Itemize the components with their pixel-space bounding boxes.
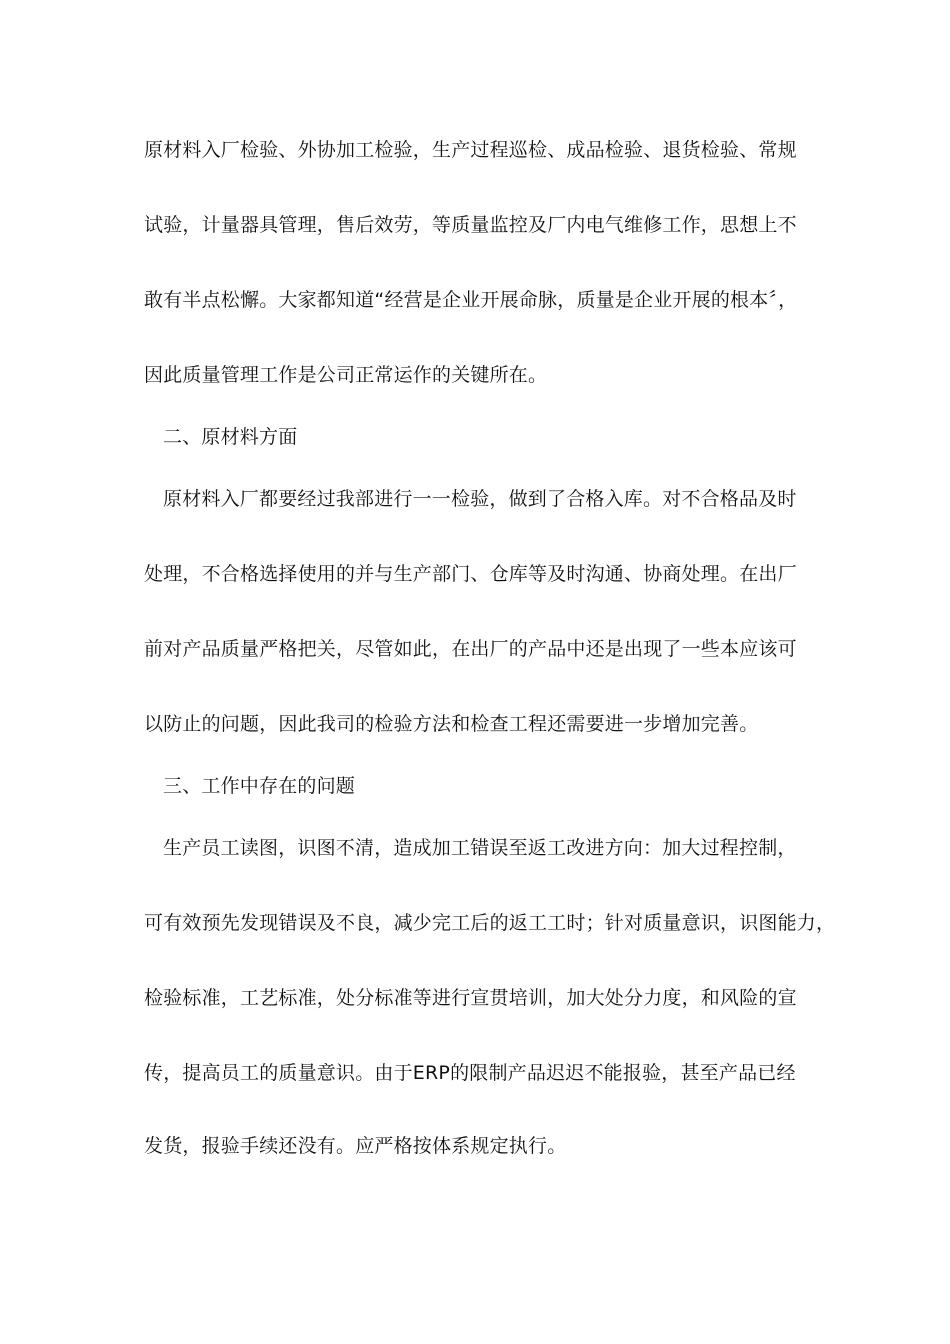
paragraph-line-4: 因此质量管理工作是公司正常运作的关键所在。 <box>144 364 548 386</box>
paragraph-line-7: 处理，不合格选择使用的并与生产部门、仓库等及时沟通、协商处理。在出厂 <box>144 563 797 585</box>
paragraph-line-8: 前对产品质量严格把关，尽管如此，在出厂的产品中还是出现了一些本应该可 <box>144 638 797 660</box>
paragraph-line-11: 生产员工读图，识图不清，造成加工错误至返工改进方向：加大过程控制， <box>163 837 797 859</box>
paragraph-line-6: 原材料入厂都要经过我部进行一一检验，做到了合格入库。对不合格品及时 <box>163 488 797 510</box>
paragraph-line-3: 敢有半点松懈。大家都知道“经营是企业开展命脉，质量是企业开展的根本〞， <box>144 289 798 311</box>
paragraph-line-12: 可有效预先发现错误及不良，减少完工后的返工工时；针对质量意识，识图能力， <box>144 912 836 934</box>
paragraph-line-9: 以防止的问题，因此我司的检验方法和检查工程还需要进一步增加完善。 <box>144 713 759 735</box>
paragraph-line-1: 原材料入厂检验、外协加工检验，生产过程巡检、成品检验、退货检验、常规 <box>144 139 797 161</box>
paragraph-line-14: 传，提高员工的质量意识。由于ERP的限制产品迟迟不能报验，甚至产品已经 <box>144 1062 796 1084</box>
section-heading-problems: 三、工作中存在的问题 <box>163 775 356 797</box>
section-heading-raw-materials: 二、原材料方面 <box>163 426 298 448</box>
paragraph-line-15: 发货，报验手续还没有。应严格按体系规定执行。 <box>144 1135 567 1157</box>
paragraph-line-2: 试验，计量器具管理，售后效劳，等质量监控及厂内电气维修工作，思想上不 <box>144 214 797 236</box>
paragraph-line-13: 检验标准，工艺标准，处分标准等进行宣贯培训，加大处分力度，和风险的宣 <box>144 987 797 1009</box>
